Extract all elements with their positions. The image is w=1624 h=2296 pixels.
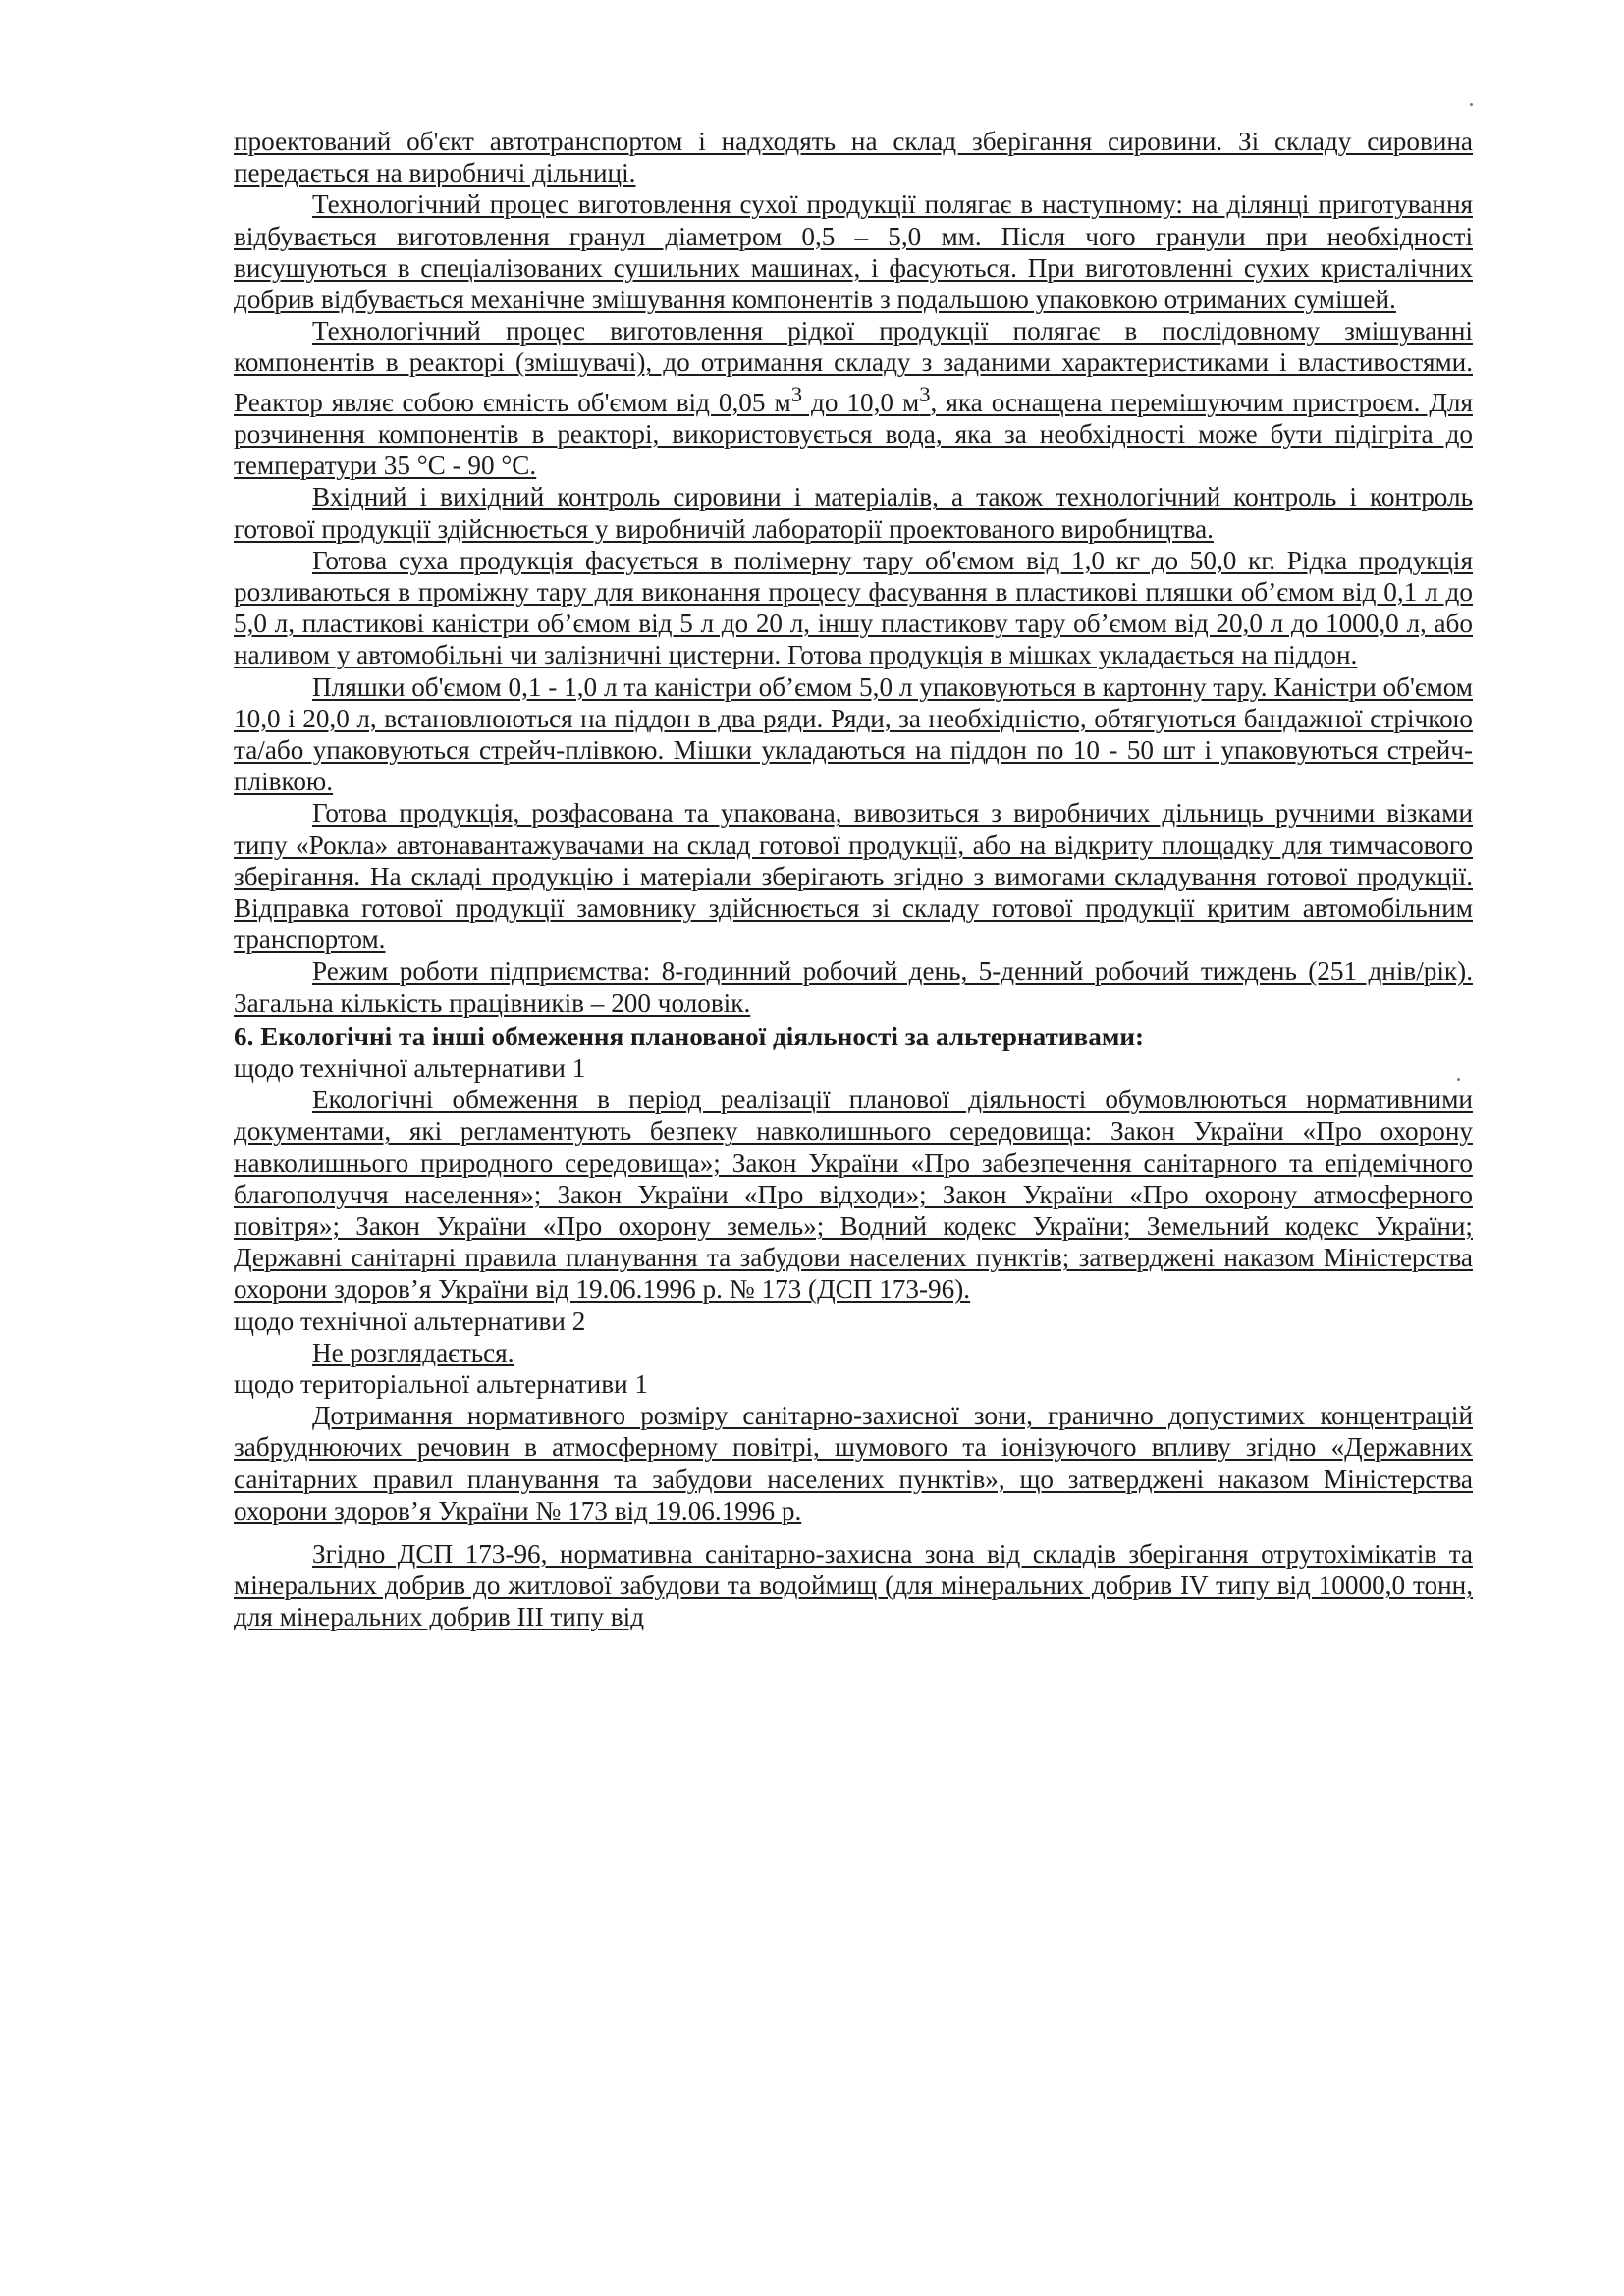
paragraph-text: Готова суха продукція фасується в полімерну тару об'ємом від 1,0 кг до 50,0 кг. Рідка продукція розливаються в проміжну тару для виконання процесу фасування в пластикові пляшки об’ємом від 0,1 л до 5,0 л, пластикові каністри об’ємом від 5 л до 20 л, іншу пластикову тару об’ємом від 20,0 л до 1000,0 л, або наливом у автомобільні чи залізничні цистерни. Готова продукція в мішках укладається на піддон.	[234, 545, 1473, 670]
technical-alternative-1-label: щодо технічної альтернативи 1	[234, 1052, 586, 1083]
scan-artifact-dot	[1470, 103, 1473, 106]
paragraph-text: Режим роботи підприємства: 8-годинний робочий день, 5-денний робочий тиждень (251 днів/рік). Загальна кількість працівників – 200 чоловік.	[234, 956, 1473, 1018]
territorial-alternative-1-text-continued	[234, 1538, 1473, 1633]
scan-artifact-dot	[1457, 1078, 1460, 1081]
paragraph-text-part: до 10,0 м	[802, 387, 920, 417]
technical-alternative-1-text	[234, 1084, 1473, 1305]
paragraph-work-schedule	[234, 955, 1473, 1018]
paragraph-text-part: , яка оснащена перемішуючим пристроєм. Для розчинення компонентів в реакторі, використовується вода, яка за необхідності може бути підігріта до температури 35 °С - 90 °С.	[234, 387, 1473, 481]
paragraph-raw-material-delivery	[234, 126, 1473, 188]
section-6-heading: 6. Екологічні та інші обмеження планованої діяльності за альтернативами:	[234, 1021, 1145, 1051]
paragraph-text: проектований об'єкт автотранспортом і надходять на склад зберігання сировини. Зі складу сировина передається на виробничі дільниці.	[234, 127, 1473, 188]
paragraph-text: Вхідний і вихідний контроль сировини і матеріалів, а також технологічний контроль і контроль готової продукції здійснюється у виробничій лабораторії проектованого виробництва.	[234, 482, 1473, 544]
paragraph-dry-production-process	[234, 188, 1473, 315]
paragraph-text: Пляшки об'ємом 0,1 - 1,0 л та каністри об’ємом 5,0 л упаковуються в картонну тару. Каністри об'ємом 10,0 і 20,0 л, встановлюються на піддон в два ряди. Ряди, за необхідністю, обтягуються бандажної стрічкою та/або упаковуються стрейч-плівкою. Мішки укладаються на піддон по 10 - 50 шт і упаковуються стрейч-плівкою.	[234, 671, 1473, 797]
territorial-alternative-1-text	[234, 1400, 1473, 1526]
paragraph-finished-goods-transport	[234, 797, 1473, 955]
technical-alternative-2-text: Не розглядається.	[312, 1337, 514, 1367]
paragraph-text: Дотримання нормативного розміру санітарно-захисної зони, гранично допустимих концентрацій забруднюючих речовин в атмосферному повітрі, шумового та іонізуючого впливу згідно «Державних санітарних правил планування та забудови населених пунктів», що затверджені наказом Міністерства охорони здоров’я України № 173 від 19.06.1996 р.	[234, 1401, 1473, 1525]
paragraph-liquid-production-process	[234, 315, 1473, 481]
paragraph-text: Готова продукція, розфасована та упакована, вивозиться з виробничих дільниць ручними візками типу «Рокла» автонавантажувачами на склад готової продукції, або на відкриту площадку для тимчасового зберігання. На складі продукцію і матеріали зберігають згідно з вимогами складування готової продукції. Відправка готової продукції замовнику здійснюється зі складу готової продукції критим автомобільним транспортом.	[234, 798, 1473, 955]
territorial-alternative-1-label: щодо територіальної альтернативи 1	[234, 1368, 648, 1399]
paragraph-packaging	[234, 545, 1473, 671]
document-page	[234, 126, 1473, 1633]
paragraph-text: Технологічний процес виготовлення сухої продукції полягає в наступному: на ділянці приготування відбувається виготовлення гранул діаметром 0,5 – 5,0 мм. Після чого гранули при необхідності висушуються в спеціалізованих сушильних машинах, і фасуються. При виготовленні сухих кристалічних добрив відбувається механічне змішування компонентів з подальшою упаковкою отриманих сумішей.	[234, 189, 1473, 315]
paragraph-quality-control	[234, 481, 1473, 544]
superscript: 3	[790, 381, 803, 406]
paragraph-text: Екологічні обмеження в період реалізації планової діяльності обумовлюються нормативними документами, які регламентують безпеку навколишнього середовища: Закон України «Про охорону навколишнього природного середовища»; Закон України «Про забезпечення санітарного та епідемічного благополуччя населення»; Закон України «Про відходи»; Закон України «Про охорону атмосферного повітря»; Закон України «Про охорону земель»; Водний кодекс України; Земельний кодекс України; Державні санітарні правила планування та забудови населених пунктів; затверджені наказом Міністерства охорони здоров’я України від 19.06.1996 р. № 173 (ДСП 173-96).	[234, 1085, 1473, 1305]
paragraph-pallet-loading	[234, 671, 1473, 798]
paragraph-text: Згідно ДСП 173-96, нормативна санітарно-захисна зона від складів зберігання отрутохімікатів та мінеральних добрив до житлової забудови та водоймищ (для мінеральних добрив IV типу від 10000,0 тонн, для мінеральних добрив III типу від	[234, 1539, 1473, 1632]
paragraph-text-part: Технологічний процес виготовлення рідкої продукції полягає в послідовному змішуванні компонентів в реакторі (змішувачі), до отримання складу з заданими характеристиками і властивостями. Реактор являє собою ємність об'ємом від 0,05 м	[234, 316, 1473, 417]
superscript: 3	[919, 381, 931, 406]
technical-alternative-2-label: щодо технічної альтернативи 2	[234, 1306, 586, 1336]
